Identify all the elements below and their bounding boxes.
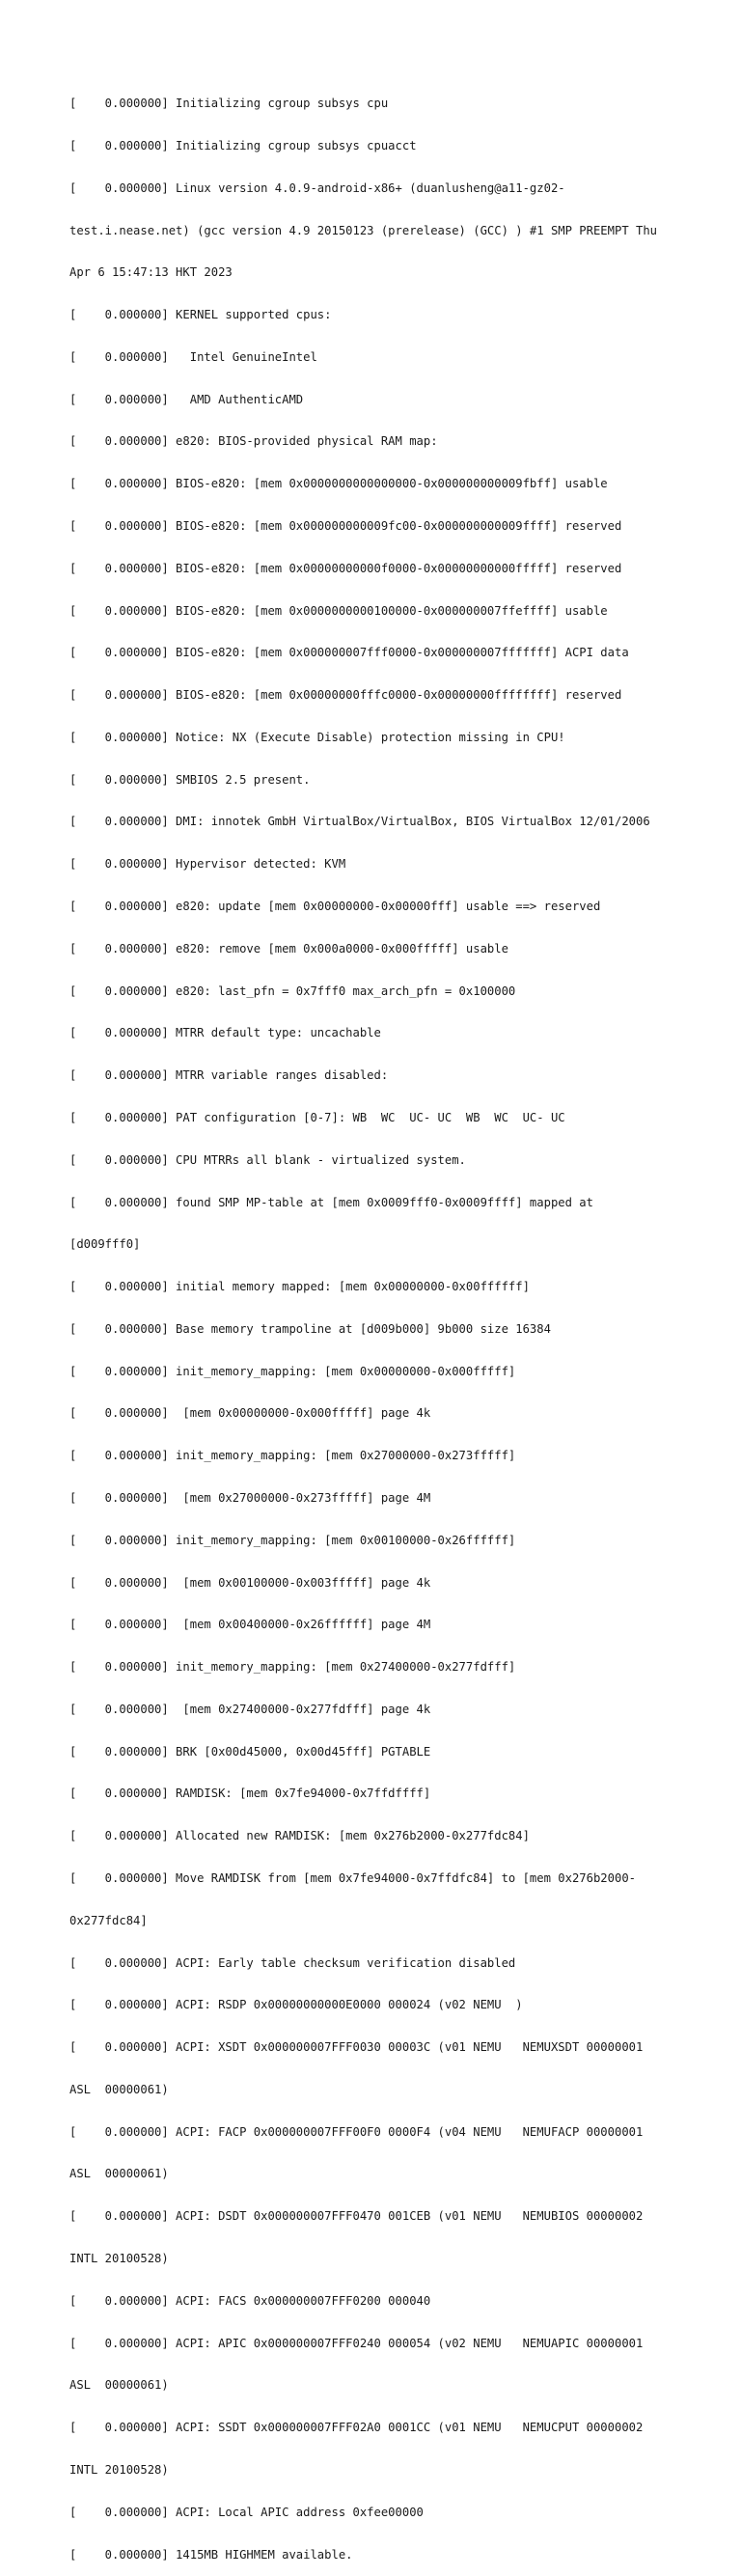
log-line: [ 0.000000] [mem 0x27000000-0x273fffff] page 4M	[69, 1490, 431, 1505]
log-line: [ 0.000000] ACPI: Local APIC address 0xfee00000	[69, 2505, 424, 2519]
log-line: [ 0.000000] Notice: NX (Execute Disable) protection missing in CPU!	[69, 730, 565, 744]
log-line: ASL 00000061)	[69, 2378, 169, 2393]
log-line: [ 0.000000] Intel GenuineIntel	[69, 349, 317, 364]
log-line: [ 0.000000] Initializing cgroup subsys cpu	[69, 97, 389, 111]
log-line: [ 0.000000] Move RAMDISK from [mem 0x7fe94000-0x7ffdfc84] to [mem 0x276b2000-	[69, 1871, 636, 1885]
log-line: 0x277fdc84]	[69, 1913, 148, 1927]
log-line: [ 0.000000] Base memory trampoline at [d009b000] 9b000 size 16384	[69, 1321, 551, 1336]
log-line: [ 0.000000] ACPI: DSDT 0x000000007FFF0470 001CEB (v01 NEMU NEMUBIOS 00000002	[69, 2209, 644, 2224]
log-line: [ 0.000000] MTRR default type: uncachable	[69, 1026, 381, 1040]
log-line: [ 0.000000] init_memory_mapping: [mem 0x27000000-0x273fffff]	[69, 1449, 516, 1463]
log-line: [ 0.000000] 1415MB HIGHMEM available.	[69, 2547, 353, 2562]
log-line: [ 0.000000] PAT configuration [0-7]: WB WC UC- UC WB WC UC- UC	[69, 1110, 565, 1124]
log-line: [ 0.000000] Initializing cgroup subsys cpuacct	[69, 138, 417, 152]
log-line: [ 0.000000] BIOS-e820: [mem 0x000000000009fc00-0x000000000009ffff] reserved	[69, 519, 622, 533]
log-line: [ 0.000000] ACPI: XSDT 0x000000007FFF0030 00003C (v01 NEMU NEMUXSDT 00000001	[69, 2040, 644, 2055]
log-line: [ 0.000000] ACPI: RSDP 0x00000000000E0000 000024 (v02 NEMU )	[69, 1998, 523, 2012]
log-line: ASL 00000061)	[69, 2082, 169, 2096]
log-line: INTL 20100528)	[69, 2462, 169, 2477]
log-line: [ 0.000000] ACPI: FACP 0x000000007FFF00F0 0000F4 (v04 NEMU NEMUFACP 00000001	[69, 2124, 644, 2139]
log-line: [ 0.000000] e820: BIOS-provided physical RAM map:	[69, 434, 438, 449]
log-line: test.i.nease.net) (gcc version 4.9 20150123 (prerelease) (GCC) ) #1 SMP PREEMPT Thu	[69, 223, 658, 237]
log-line: [ 0.000000] ACPI: FACS 0x000000007FFF0200 000040	[69, 2293, 431, 2308]
log-line: [ 0.000000] [mem 0x27400000-0x277fdfff] page 4k	[69, 1702, 431, 1716]
log-line: [ 0.000000] AMD AuthenticAMD	[69, 392, 304, 406]
log-line: [ 0.000000] ACPI: SSDT 0x000000007FFF02A0 0001CC (v01 NEMU NEMUCPUT 00000002	[69, 2421, 644, 2435]
log-line: [ 0.000000] Linux version 4.0.9-android-x86+ (duanlusheng@a11-gz02-	[69, 180, 565, 195]
kernel-log	[69, 69, 687, 2576]
log-line: [ 0.000000] init_memory_mapping: [mem 0x00100000-0x26ffffff]	[69, 1533, 516, 1547]
log-line: ASL 00000061)	[69, 2167, 169, 2181]
log-line: [ 0.000000] BIOS-e820: [mem 0x000000007fff0000-0x000000007fffffff] ACPI data	[69, 646, 629, 660]
log-line: [ 0.000000] Allocated new RAMDISK: [mem 0x276b2000-0x277fdc84]	[69, 1829, 530, 1843]
log-line: [ 0.000000] RAMDISK: [mem 0x7fe94000-0x7ffdffff]	[69, 1787, 431, 1801]
log-line: Apr 6 15:47:13 HKT 2023	[69, 265, 233, 280]
log-line: [ 0.000000] e820: remove [mem 0x000a0000-0x000fffff] usable	[69, 941, 508, 956]
log-line: [ 0.000000] init_memory_mapping: [mem 0x27400000-0x277fdfff]	[69, 1660, 516, 1675]
log-line: [ 0.000000] MTRR variable ranges disabled:	[69, 1068, 389, 1083]
log-line: INTL 20100528)	[69, 2252, 169, 2266]
log-line: [ 0.000000] BIOS-e820: [mem 0x0000000000000000-0x000000000009fbff] usable	[69, 477, 608, 491]
log-line: [ 0.000000] BIOS-e820: [mem 0x00000000fffc0000-0x00000000ffffffff] reserved	[69, 688, 622, 703]
log-line: [ 0.000000] KERNEL supported cpus:	[69, 308, 332, 322]
log-line: [ 0.000000] initial memory mapped: [mem 0x00000000-0x00ffffff]	[69, 1280, 530, 1294]
log-line: [ 0.000000] e820: last_pfn = 0x7fff0 max_arch_pfn = 0x100000	[69, 983, 516, 998]
log-line: [ 0.000000] SMBIOS 2.5 present.	[69, 772, 311, 787]
log-line: [ 0.000000] init_memory_mapping: [mem 0x00000000-0x000fffff]	[69, 1364, 516, 1378]
log-line: [ 0.000000] CPU MTRRs all blank - virtualized system.	[69, 1152, 466, 1167]
log-line: [ 0.000000] [mem 0x00100000-0x003fffff] page 4k	[69, 1575, 431, 1590]
log-line: [ 0.000000] e820: update [mem 0x00000000-0x00000fff] usable ==> reserved	[69, 900, 601, 914]
log-line: [ 0.000000] found SMP MP-table at [mem 0x0009fff0-0x0009ffff] mapped at	[69, 1195, 593, 1209]
log-line: [ 0.000000] Hypervisor detected: KVM	[69, 857, 346, 872]
log-line: [d009fff0]	[69, 1237, 141, 1252]
log-line: [ 0.000000] DMI: innotek GmbH VirtualBox/VirtualBox, BIOS VirtualBox 12/01/2006	[69, 815, 650, 829]
log-line: [ 0.000000] BRK [0x00d45000, 0x00d45fff] PGTABLE	[69, 1744, 431, 1759]
log-line: [ 0.000000] BIOS-e820: [mem 0x0000000000100000-0x000000007ffeffff] usable	[69, 603, 608, 618]
log-line: [ 0.000000] ACPI: Early table checksum verification disabled	[69, 1955, 516, 1970]
log-line: [ 0.000000] [mem 0x00400000-0x26ffffff] page 4M	[69, 1618, 431, 1632]
log-line: [ 0.000000] [mem 0x00000000-0x000fffff] page 4k	[69, 1406, 431, 1421]
log-line: [ 0.000000] ACPI: APIC 0x000000007FFF0240 000054 (v02 NEMU NEMUAPIC 00000001	[69, 2336, 644, 2350]
log-line: [ 0.000000] BIOS-e820: [mem 0x00000000000f0000-0x00000000000fffff] reserved	[69, 561, 622, 575]
